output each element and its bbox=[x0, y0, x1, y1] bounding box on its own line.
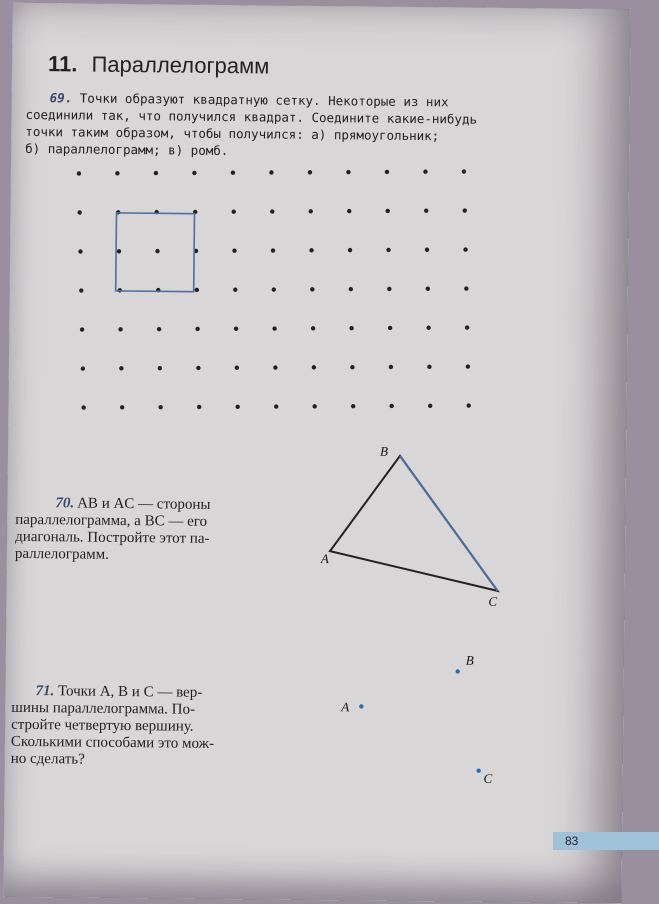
grid-dot bbox=[235, 366, 239, 370]
section-number: 11. bbox=[47, 51, 78, 77]
point-c-label: C bbox=[488, 593, 498, 609]
grid-dot bbox=[386, 209, 390, 213]
grid-dot bbox=[232, 249, 236, 253]
grid-dot bbox=[117, 249, 121, 253]
grid-dot bbox=[269, 170, 273, 174]
grid-dot bbox=[466, 364, 470, 368]
grid-dot bbox=[427, 365, 431, 369]
task-71-line-1: Точки A, B и C — вер- bbox=[57, 683, 203, 701]
grid-dot bbox=[346, 170, 350, 174]
task-71-line-4: Сколькими способами это мож- bbox=[10, 733, 215, 752]
grid-dot bbox=[120, 405, 124, 409]
point-a-dot bbox=[359, 704, 363, 708]
task-71-line-2: шины параллелограмма. По- bbox=[11, 699, 196, 718]
grid-dot bbox=[308, 170, 312, 174]
grid-dot bbox=[463, 208, 467, 212]
task-69-line-4: б) параллелограмм; в) ромб. bbox=[25, 140, 229, 159]
task-69-line-1: Точки образуют квадратную сетку. Некоторые из них bbox=[79, 90, 449, 110]
point-c-dot bbox=[476, 768, 480, 772]
grid-dot bbox=[158, 405, 162, 409]
grid-dot bbox=[195, 288, 199, 292]
grid-dot bbox=[347, 209, 351, 213]
grid-dot bbox=[426, 287, 430, 291]
grid-dot bbox=[311, 326, 315, 330]
grid-dot bbox=[310, 287, 314, 291]
section-title: Параллелограмм bbox=[91, 51, 270, 79]
grid-dot bbox=[462, 169, 466, 173]
grid-dot bbox=[386, 248, 390, 252]
grid-dot bbox=[348, 248, 352, 252]
grid-dot bbox=[309, 209, 313, 213]
grid-dot bbox=[272, 326, 276, 330]
grid-dot bbox=[81, 366, 85, 370]
page-number: 83 bbox=[553, 832, 659, 850]
grid-dot bbox=[231, 209, 235, 213]
task-70-line-3: диагональ. Постройте этот па- bbox=[15, 528, 210, 547]
textbook-page bbox=[3, 3, 630, 903]
point-b-dot bbox=[455, 669, 459, 673]
task-69-line-2: соединили так, что получился квадрат. Соедините какие-нибудь bbox=[25, 106, 478, 127]
grid-dot bbox=[312, 365, 316, 369]
task-71-number: 71. bbox=[35, 683, 55, 700]
grid-dot bbox=[80, 327, 84, 331]
grid-dot bbox=[464, 286, 468, 290]
point-c-label-71: C bbox=[483, 770, 493, 786]
grid-dot bbox=[195, 327, 199, 331]
point-b-label-71: B bbox=[465, 652, 474, 668]
task-70-line-1: AB и AC — стороны bbox=[77, 495, 211, 513]
task-70-number: 70. bbox=[55, 495, 75, 512]
grid-dot bbox=[273, 365, 277, 369]
grid-dot bbox=[466, 403, 470, 407]
task-70-line-4: раллелограмм. bbox=[14, 545, 109, 563]
grid-dot bbox=[274, 404, 278, 408]
grid-dot bbox=[234, 327, 238, 331]
point-a-label: A bbox=[320, 551, 329, 567]
grid-dot bbox=[79, 288, 83, 292]
grid-dot bbox=[388, 326, 392, 330]
grid-dot bbox=[424, 209, 428, 213]
grid-dot bbox=[426, 326, 430, 330]
grid-dot bbox=[157, 327, 161, 331]
grid-dot bbox=[233, 288, 237, 292]
grid-dot bbox=[387, 287, 391, 291]
grid-dot bbox=[270, 209, 274, 213]
task-69-number: 69. bbox=[49, 90, 73, 106]
task-71-line-3: стройте четвертую вершину. bbox=[11, 716, 194, 735]
task-71 bbox=[11, 683, 302, 771]
grid-dot bbox=[154, 171, 158, 175]
grid-dot bbox=[77, 210, 81, 214]
grid-dot bbox=[465, 325, 469, 329]
grid-dot bbox=[349, 287, 353, 291]
grid-dot bbox=[158, 366, 162, 370]
dot-grid bbox=[74, 165, 473, 414]
grid-dot bbox=[196, 366, 200, 370]
grid-dot bbox=[350, 365, 354, 369]
grid-dot bbox=[463, 247, 467, 251]
grid-dot bbox=[235, 405, 239, 409]
grid-dot bbox=[428, 404, 432, 408]
grid-dot bbox=[192, 171, 196, 175]
grid-dot bbox=[309, 248, 313, 252]
grid-dot bbox=[118, 327, 122, 331]
grid-dot bbox=[389, 404, 393, 408]
grid-dot bbox=[423, 169, 427, 173]
task-69-line-3: точки таким образом, чтобы получился: а) прямоугольник; bbox=[25, 123, 440, 144]
grid-dot bbox=[119, 366, 123, 370]
task-70 bbox=[15, 495, 296, 566]
grid-dot bbox=[389, 365, 393, 369]
grid-dot bbox=[425, 248, 429, 252]
grid-dot bbox=[349, 326, 353, 330]
grid-dot bbox=[272, 287, 276, 291]
grid-dot bbox=[78, 249, 82, 253]
grid-dot bbox=[312, 404, 316, 408]
square-outline bbox=[116, 213, 195, 292]
grid-dot bbox=[231, 170, 235, 174]
point-a-label-71: A bbox=[341, 699, 350, 715]
grid-dot bbox=[77, 171, 81, 175]
grid-dot bbox=[385, 170, 389, 174]
grid-dot bbox=[197, 405, 201, 409]
task-70-line-2: параллелограмма, а BC — его bbox=[15, 511, 208, 530]
grid-dot bbox=[155, 249, 159, 253]
grid-dot bbox=[81, 405, 85, 409]
task-71-line-5: но сделать? bbox=[10, 750, 85, 768]
grid-dot bbox=[351, 404, 355, 408]
point-b-label: B bbox=[379, 443, 389, 459]
grid-dot bbox=[115, 171, 119, 175]
grid-dot bbox=[271, 248, 275, 252]
